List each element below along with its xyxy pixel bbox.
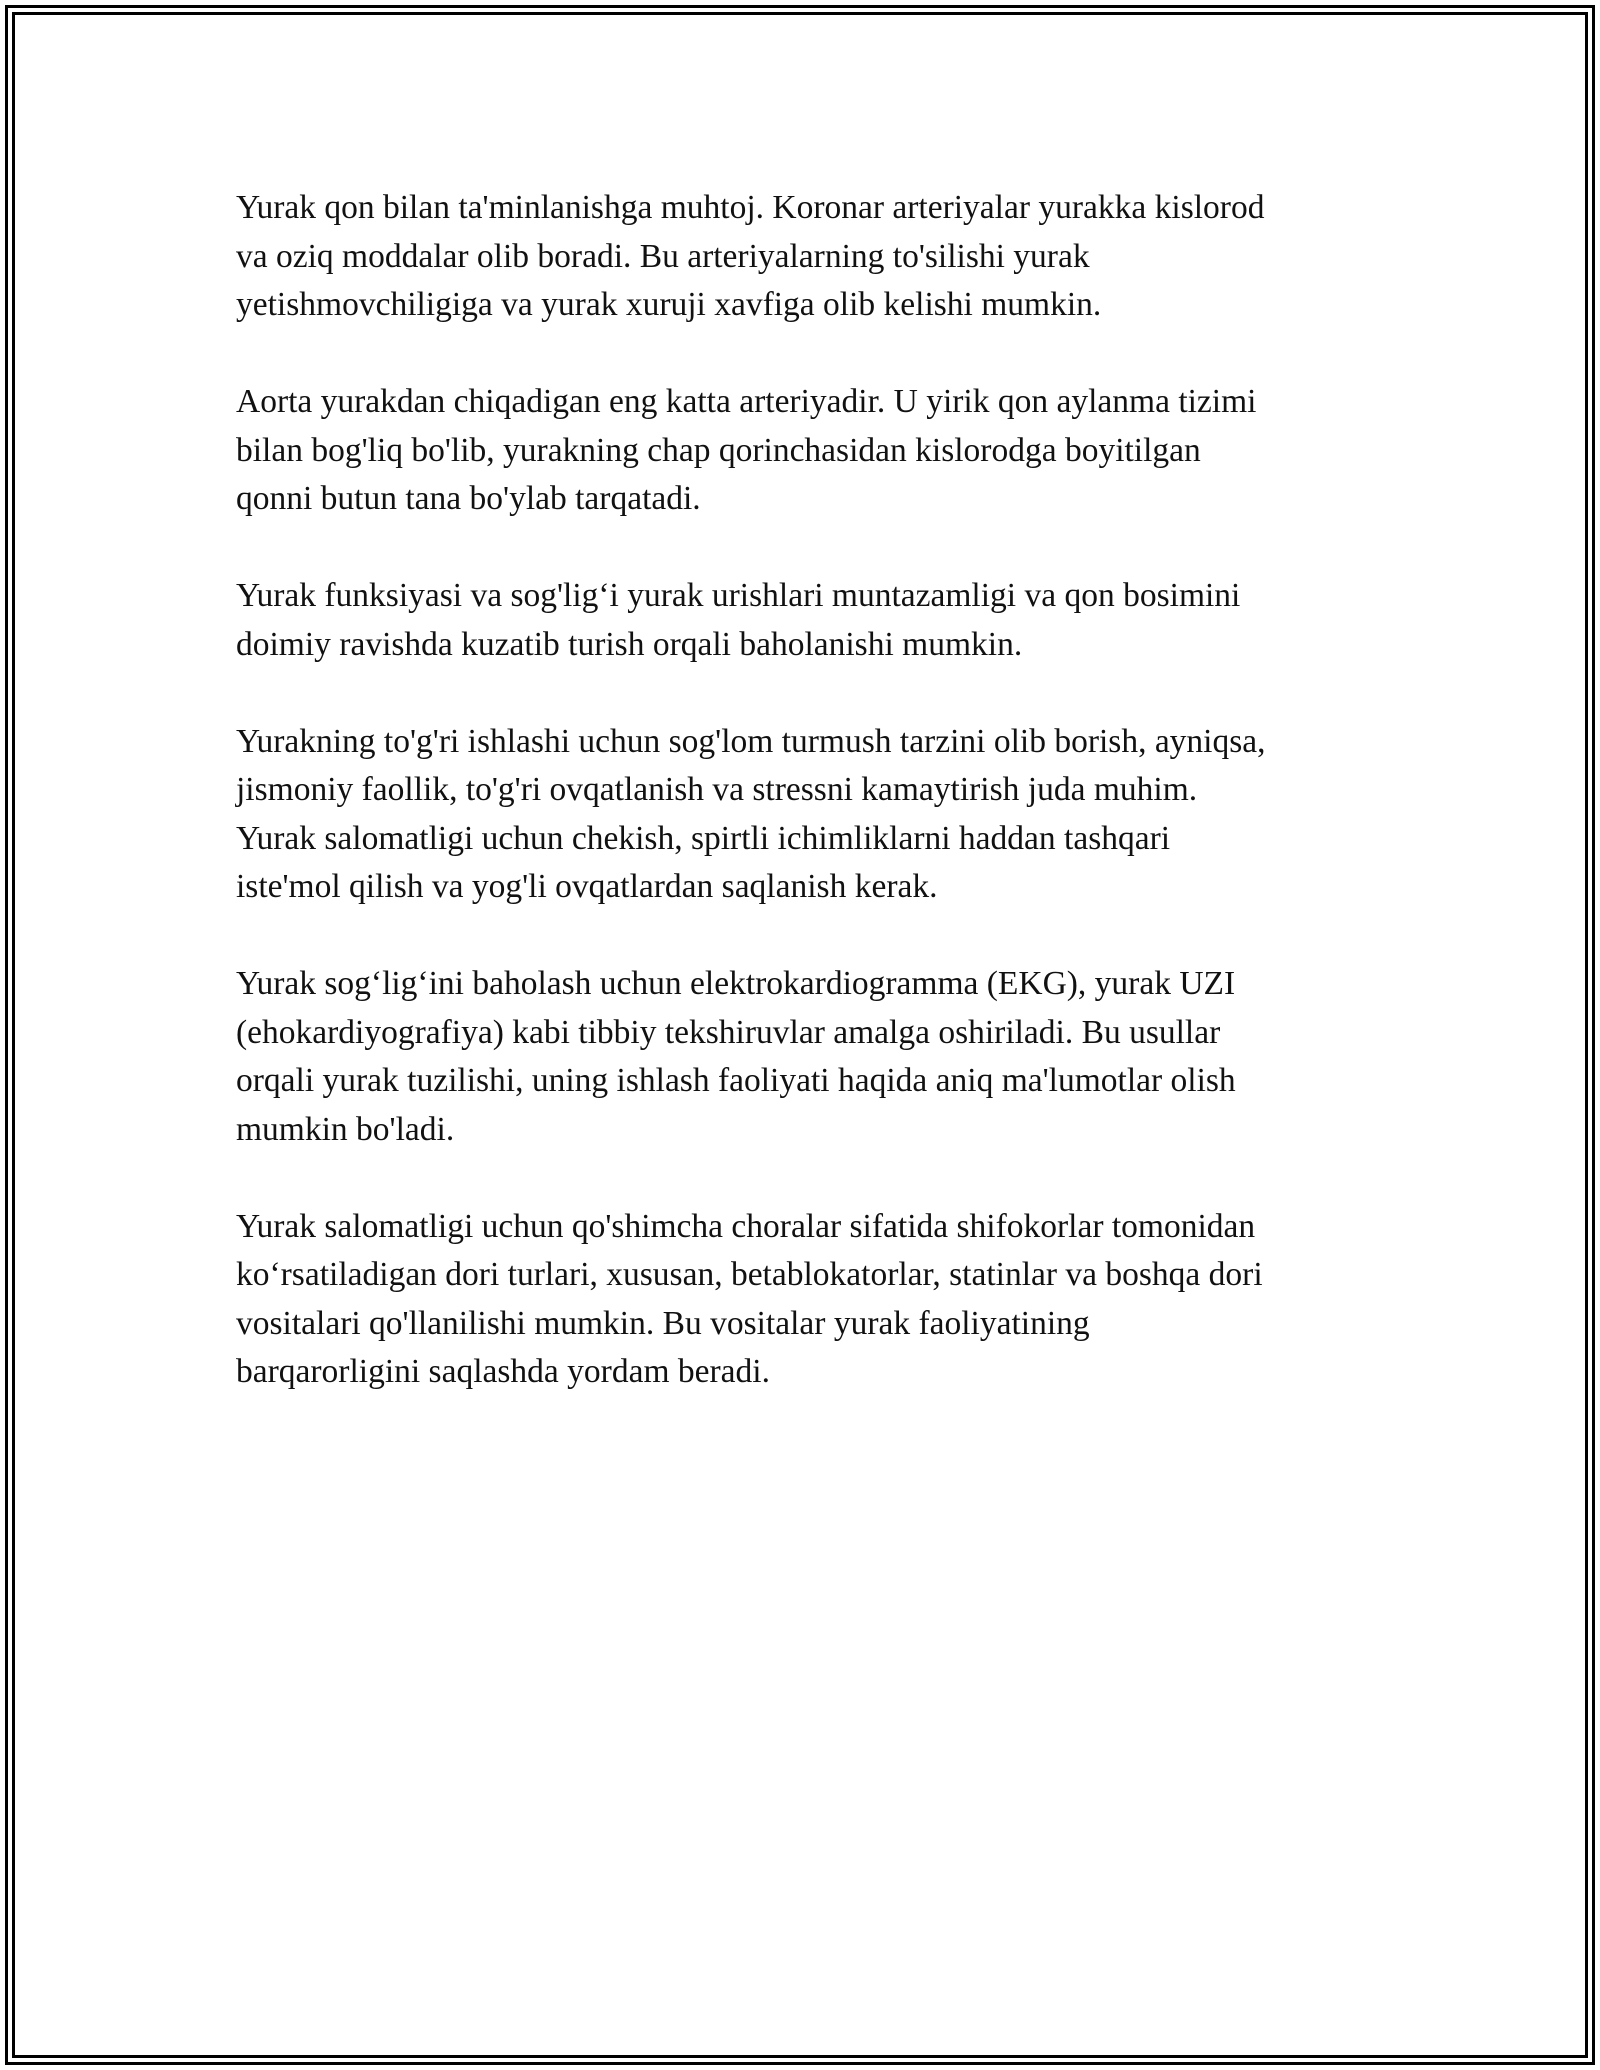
paragraph-1 xyxy=(236,184,1386,330)
paragraph-3 xyxy=(236,572,1386,669)
paragraph-line: orqali yurak tuzilishi, uning ishlash faoliyati haqida aniq ma'lumotlar olish xyxy=(236,1062,1236,1099)
paragraph-line: yetishmovchiligiga va yurak xuruji xavfiga olib kelishi mumkin. xyxy=(236,286,1102,323)
paragraph-line: bilan bog'liq bo'lib, yurakning chap qorinchasidan kislorodga boyitilgan xyxy=(236,431,1201,469)
paragraph-line: Yurak funksiyasi va sog'lig‘i yurak urishlari muntazamligi va qon bosimini xyxy=(236,577,1241,614)
paragraph-line: Yurak salomatligi uchun qo'shimcha choralar sifatida shifokorlar tomonidan xyxy=(236,1207,1256,1245)
paragraph-line: iste'mol qilish va yog'li ovqatlardan saqlanish kerak. xyxy=(236,868,938,905)
paragraph-line: vositalari qo'llanilishi mumkin. Bu vositalar yurak faoliyatining xyxy=(236,1304,1090,1342)
paragraph-line: barqarorligini saqlashda yordam beradi. xyxy=(236,1353,770,1390)
paragraph-line: Aorta yurakdan chiqadigan eng katta arteriyadir. U yirik qon aylanma tizimi xyxy=(236,383,1257,420)
paragraph-2 xyxy=(236,378,1386,524)
paragraph-line: Yurakning to'g'ri ishlashi uchun sog'lom turmush tarzini olib borish, ayniqsa, xyxy=(236,722,1266,760)
paragraph-line: Yurak sog‘lig‘ini baholash uchun elektrokardiogramma (EKG), yurak UZI xyxy=(236,965,1236,1002)
document-body xyxy=(236,184,1386,1445)
paragraph-line: doimiy ravishda kuzatib turish orqali baholanishi mumkin. xyxy=(236,625,1023,663)
paragraph-5 xyxy=(236,960,1386,1154)
paragraph-line: ko‘rsatiladigan dori turlari, xususan, betablokatorlar, statinlar va boshqa dori xyxy=(236,1256,1263,1293)
paragraph-line: Yurak qon bilan ta'minlanishga muhtoj. Koronar arteriyalar yurakka kislorod xyxy=(236,189,1265,226)
paragraph-line: (ehokardiyografiya) kabi tibbiy tekshiruvlar amalga oshiriladi. Bu usullar xyxy=(236,1013,1221,1051)
paragraph-line: qonni butun tana bo'ylab tarqatadi. xyxy=(236,480,701,517)
paragraph-line: jismoniy faollik, to'g'ri ovqatlanish va stressni kamaytirish juda muhim. xyxy=(236,771,1198,808)
paragraph-line: mumkin bo'ladi. xyxy=(236,1110,455,1148)
paragraph-line: Yurak salomatligi uchun chekish, spirtli ichimliklarni haddan tashqari xyxy=(236,819,1171,857)
paragraph-4 xyxy=(236,718,1386,912)
paragraph-6 xyxy=(236,1203,1386,1397)
paragraph-line: va oziq moddalar olib boradi. Bu arteriyalarning to'silishi yurak xyxy=(236,237,1090,275)
